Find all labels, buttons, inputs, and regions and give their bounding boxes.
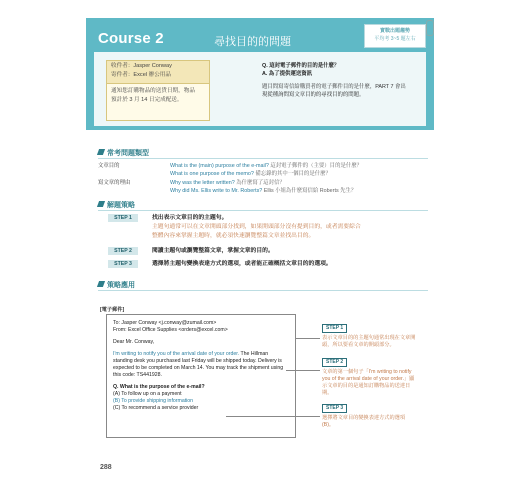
step-title: 選擇將主題句變換表達方式的選項，或者能正確概括文章目的的選項。	[152, 261, 332, 267]
question-type-zh: 備忘錄的其中一個目的是什麼？	[255, 171, 331, 177]
section-divider	[98, 210, 428, 211]
step-description	[152, 223, 422, 240]
example-body-line: this code: TS441928.	[113, 372, 162, 378]
example-topic-sentence: I'm writing to notify you of the arrival date of your order.	[113, 351, 240, 357]
question-type-text	[170, 179, 285, 187]
question-type-text	[170, 170, 331, 178]
side-note	[322, 324, 418, 349]
email-card-recipient: 收件者：Jasper Conway	[111, 63, 172, 69]
trend-tag-subtitle: 平均考 3~5 題左右	[374, 36, 416, 42]
arrow-line	[286, 370, 320, 371]
intro-explanation-2: 現從種詢問寫文章目的的尋找目的的問題。	[262, 92, 365, 98]
section-divider	[98, 158, 428, 159]
pencil-icon	[97, 149, 105, 155]
course-title: 尋找目的的問題	[214, 36, 291, 48]
example-greeting: Dear Mr. Conway,	[113, 339, 155, 345]
course-header	[86, 18, 434, 130]
side-note	[322, 404, 418, 429]
example-option-b: (B) To provide shipping information	[113, 398, 194, 404]
arrow-line	[226, 416, 320, 417]
book-page	[86, 18, 434, 488]
email-card	[106, 60, 210, 122]
step-title: 閱讀主題句或瀏覽整篇文章，掌握文章的目的。	[152, 248, 274, 254]
step-badge: STEP 3	[108, 260, 138, 268]
email-card-body	[106, 84, 210, 121]
intro-explanation-1: 題目問寫寄信給購買者的電子郵件目的是什麼，PART 7 會出	[262, 84, 406, 90]
trend-tag-title: 實戰出題趨勢	[379, 28, 410, 34]
section-application-title: 策略應用	[107, 282, 135, 289]
example-from: From: Excel Office Supplies <orders@excel.com>	[113, 327, 228, 333]
side-note-badge: STEP 2	[322, 358, 347, 367]
example-option-a: (A) To follow up on a payment	[113, 391, 182, 397]
intro-answer: A. 為了提供運送資訊	[262, 71, 313, 77]
trend-tag	[364, 24, 426, 48]
strategy-step	[108, 214, 428, 244]
question-type-label: 寫文章的理由	[98, 180, 131, 186]
example-question: Q. What is the purpose of the e-mail?	[113, 384, 205, 390]
pencil-icon	[97, 281, 105, 287]
side-note-text: 文章的第一個句子「I'm writing to notify you of the arrival date of your order.」顯示文章的目的是通知訂購物品的送達日期。	[322, 369, 415, 396]
email-card-header	[106, 60, 210, 84]
question-type-zh: 為什麼寫了這封信？	[236, 180, 285, 186]
question-type-en: What is one purpose of the memo?	[170, 171, 254, 177]
step-badge: STEP 2	[108, 247, 138, 255]
section-strategy-title: 解題策略	[107, 202, 135, 209]
intro-question: Q. 這封電子郵件的目的是什麼？	[262, 63, 340, 69]
example-label: [電子郵件]	[100, 307, 125, 313]
example-body-line: standing desk you purchased last Friday will be shipped today. Delivery is	[113, 358, 282, 364]
page-number: 288	[100, 464, 112, 471]
intro-qa	[262, 62, 422, 99]
email-card-sender: 寄件者：Excel 辦公用品	[111, 72, 171, 78]
side-note-text: 表示文章目的的主題句通常出現在文章開頭，所以要看文章的開頭部分。	[322, 335, 416, 348]
step-title: 找出表示文章目的的主題句。	[152, 215, 228, 221]
section-question-types	[98, 148, 149, 158]
step-badge: STEP 1	[108, 214, 138, 222]
section-strategy	[98, 200, 135, 210]
side-note-badge: STEP 1	[322, 324, 347, 333]
section-question-types-title: 常考問題類型	[107, 150, 149, 157]
example-body-line: expected to be completed on March 14. You may track the shipment using	[113, 365, 284, 371]
step-description-line: 主題句通常可以在文章開頭部分找到，如果開頭部分沒有提到目的，或者需要綜合	[152, 224, 361, 230]
example-to: To: Jasper Conway <j.conway@zumail.com>	[113, 320, 217, 326]
question-type-zh: Ellis 小姐為什麼寫信給 Roberts 先生？	[263, 188, 357, 194]
strategy-step	[108, 247, 428, 257]
example-body	[113, 351, 289, 358]
side-note-text: 選擇將文章目的變換表達方式的選項 (B)。	[322, 415, 406, 428]
course-number	[98, 30, 164, 47]
email-card-line2: 預計於 3 月 14 日完成配送。	[111, 97, 183, 103]
arrow-line	[296, 338, 320, 339]
paperclip-icon	[426, 20, 434, 36]
question-type-text	[170, 162, 362, 170]
strategy-step	[108, 260, 428, 270]
step-description-line: 整體內容來掌握主題時，就必須快速瀏覽整篇文章並找出目的。	[152, 232, 315, 239]
question-type-en: What is the (main) purpose of the e-mail?	[170, 163, 269, 169]
pencil-icon	[97, 201, 105, 207]
question-type-en: Why did Ms. Ellis write to Mr. Roberts?	[170, 188, 263, 194]
question-type-label: 文章目的	[98, 163, 120, 169]
question-type-zh: 這封電子郵件的（主要）目的是什麼？	[270, 163, 363, 169]
example-body-text: The Hillman	[239, 351, 269, 357]
question-type-text	[170, 187, 356, 195]
section-application	[98, 280, 135, 290]
example-option-c: (C) To recommend a service provider	[113, 405, 199, 411]
side-note	[322, 358, 418, 397]
section-divider	[98, 290, 428, 291]
course-label: Course 2	[98, 30, 164, 47]
example-email	[106, 314, 296, 438]
question-type-en: Why was the letter written?	[170, 180, 235, 186]
side-note-badge: STEP 3	[322, 404, 347, 413]
email-card-line1: 通知您訂購物品的送貨日期，物品	[111, 88, 195, 94]
